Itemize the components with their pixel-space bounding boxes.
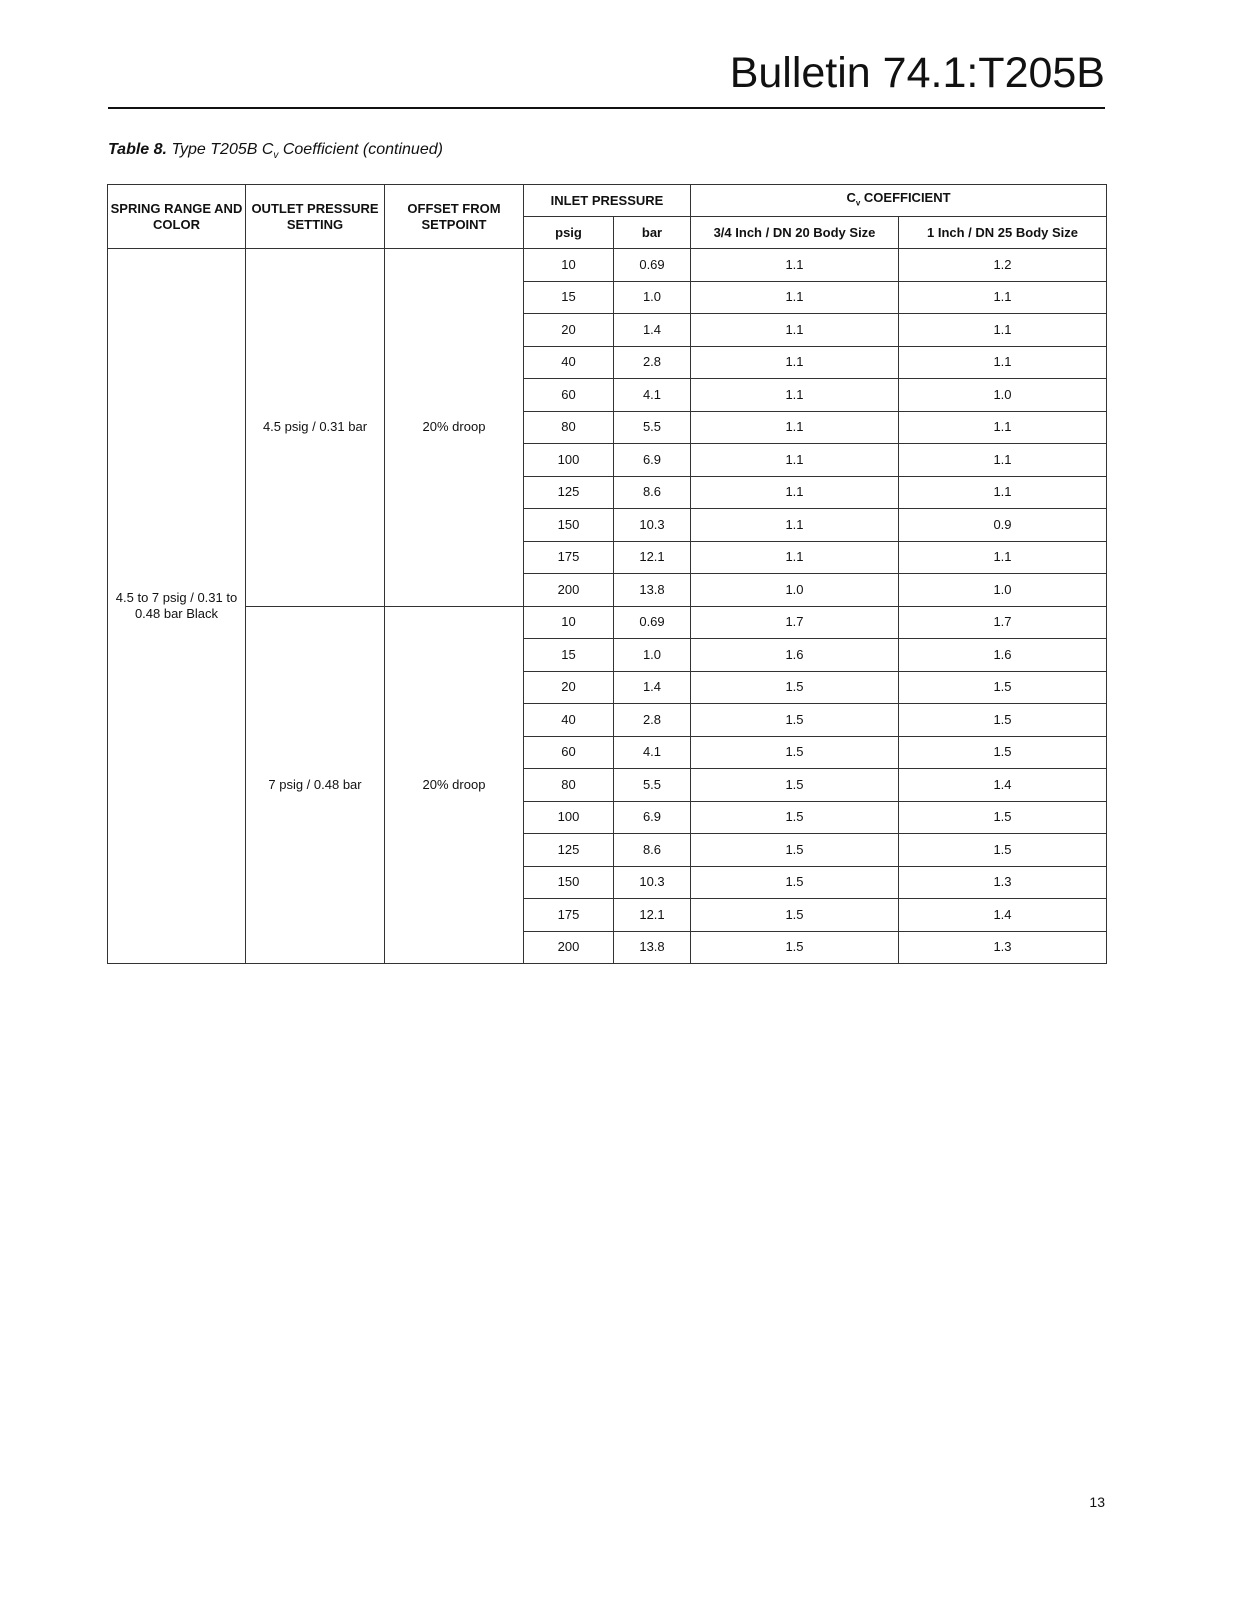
caption-text-suffix: Coefficient (continued) [278,141,443,158]
inlet-psig-cell: 200 [524,931,614,964]
inlet-bar-cell: 8.6 [614,476,691,509]
inlet-bar-cell: 4.1 [614,379,691,412]
cv-34-cell: 1.5 [691,931,899,964]
inlet-psig-cell: 175 [524,541,614,574]
inlet-bar-cell: 13.8 [614,931,691,964]
cv-34-cell: 1.5 [691,769,899,802]
inlet-bar-cell: 1.0 [614,639,691,672]
inlet-psig-cell: 15 [524,639,614,672]
offset-cell: 20% droop [385,606,524,964]
inlet-psig-cell: 150 [524,866,614,899]
header-offset: OFFSET FROM SETPOINT [385,185,524,249]
cv-34-cell: 1.5 [691,704,899,737]
cv-1-cell: 1.1 [899,346,1107,379]
header-cv-coefficient [691,185,1107,217]
inlet-bar-cell: 12.1 [614,899,691,932]
inlet-psig-cell: 60 [524,736,614,769]
cv-34-cell: 1.5 [691,834,899,867]
inlet-bar-cell: 8.6 [614,834,691,867]
cv-34-cell: 1.1 [691,314,899,347]
cv-coefficient-table [107,184,1107,964]
cv-1-cell: 1.5 [899,736,1107,769]
inlet-psig-cell: 150 [524,509,614,542]
inlet-psig-cell: 100 [524,801,614,834]
caption-text-prefix: Type T205B C [171,141,274,158]
cv-34-cell: 1.5 [691,801,899,834]
inlet-psig-cell: 10 [524,606,614,639]
inlet-bar-cell: 2.8 [614,704,691,737]
cv-34-cell: 1.6 [691,639,899,672]
cv-34-cell: 1.5 [691,671,899,704]
inlet-psig-cell: 20 [524,314,614,347]
inlet-bar-cell: 1.4 [614,671,691,704]
inlet-bar-cell: 0.69 [614,249,691,282]
cv-1-cell: 1.2 [899,249,1107,282]
inlet-bar-cell: 1.4 [614,314,691,347]
header-bar: bar [614,217,691,249]
cv-1-cell: 1.5 [899,801,1107,834]
inlet-psig-cell: 125 [524,476,614,509]
inlet-psig-cell: 125 [524,834,614,867]
header-psig: psig [524,217,614,249]
cv-1-cell: 1.0 [899,574,1107,607]
inlet-bar-cell: 10.3 [614,866,691,899]
inlet-bar-cell: 6.9 [614,801,691,834]
cv-34-cell: 1.1 [691,541,899,574]
inlet-bar-cell: 6.9 [614,444,691,477]
inlet-bar-cell: 12.1 [614,541,691,574]
caption-subscript: v [273,150,279,162]
spring-range-cell: 4.5 to 7 psig / 0.31 to 0.48 bar Black [108,249,246,964]
cv-1-cell: 1.0 [899,379,1107,412]
cv-1-cell: 1.6 [899,639,1107,672]
table-caption [108,141,443,161]
document-title: Bulletin 74.1:T205B [729,49,1105,97]
inlet-psig-cell: 60 [524,379,614,412]
inlet-bar-cell: 4.1 [614,736,691,769]
inlet-psig-cell: 10 [524,249,614,282]
cv-1-cell: 1.1 [899,281,1107,314]
inlet-psig-cell: 80 [524,769,614,802]
cv-1-cell: 1.4 [899,899,1107,932]
cv-34-cell: 1.1 [691,411,899,444]
cv-34-cell: 1.1 [691,379,899,412]
cv-1-cell: 1.5 [899,671,1107,704]
header-cv-suffix: COEFFICIENT [860,189,951,205]
header-inlet-pressure: INLET PRESSURE [524,185,691,217]
table-row [108,249,1107,282]
inlet-psig-cell: 175 [524,899,614,932]
cv-1-cell: 1.7 [899,606,1107,639]
cv-1-cell: 0.9 [899,509,1107,542]
cv-1-cell: 1.1 [899,411,1107,444]
inlet-psig-cell: 100 [524,444,614,477]
cv-1-cell: 1.1 [899,476,1107,509]
header-rule [108,107,1105,109]
header-cv-sub: v [855,198,861,208]
cv-1-cell: 1.1 [899,444,1107,477]
caption-label: Table 8. [108,141,167,158]
cv-1-cell: 1.1 [899,314,1107,347]
cv-1-cell: 1.5 [899,834,1107,867]
inlet-bar-cell: 13.8 [614,574,691,607]
inlet-psig-cell: 15 [524,281,614,314]
table-row [108,606,1107,639]
header-spring-range: SPRING RANGE AND COLOR [108,185,246,249]
cv-34-cell: 1.7 [691,606,899,639]
header-cv-prefix: C [846,189,856,205]
cv-34-cell: 1.5 [691,736,899,769]
inlet-psig-cell: 200 [524,574,614,607]
cv-1-cell: 1.4 [899,769,1107,802]
cv-34-cell: 1.1 [691,249,899,282]
cv-34-cell: 1.0 [691,574,899,607]
inlet-psig-cell: 20 [524,671,614,704]
cv-34-cell: 1.5 [691,899,899,932]
inlet-bar-cell: 5.5 [614,411,691,444]
inlet-bar-cell: 1.0 [614,281,691,314]
inlet-psig-cell: 40 [524,704,614,737]
table-body [108,249,1107,964]
header-body-1: 1 Inch / DN 25 Body Size [899,217,1107,249]
header-body-34: 3/4 Inch / DN 20 Body Size [691,217,899,249]
cv-34-cell: 1.1 [691,444,899,477]
cv-34-cell: 1.1 [691,476,899,509]
inlet-psig-cell: 80 [524,411,614,444]
outlet-pressure-cell: 4.5 psig / 0.31 bar [246,249,385,607]
cv-34-cell: 1.1 [691,346,899,379]
header-outlet-pressure: OUTLET PRESSURE SETTING [246,185,385,249]
inlet-psig-cell: 40 [524,346,614,379]
outlet-pressure-cell: 7 psig / 0.48 bar [246,606,385,964]
inlet-bar-cell: 10.3 [614,509,691,542]
cv-1-cell: 1.1 [899,541,1107,574]
cv-1-cell: 1.3 [899,866,1107,899]
inlet-bar-cell: 5.5 [614,769,691,802]
inlet-bar-cell: 0.69 [614,606,691,639]
page-number: 13 [1089,1494,1105,1510]
inlet-bar-cell: 2.8 [614,346,691,379]
offset-cell: 20% droop [385,249,524,607]
cv-1-cell: 1.5 [899,704,1107,737]
cv-34-cell: 1.1 [691,509,899,542]
cv-1-cell: 1.3 [899,931,1107,964]
cv-34-cell: 1.1 [691,281,899,314]
cv-34-cell: 1.5 [691,866,899,899]
